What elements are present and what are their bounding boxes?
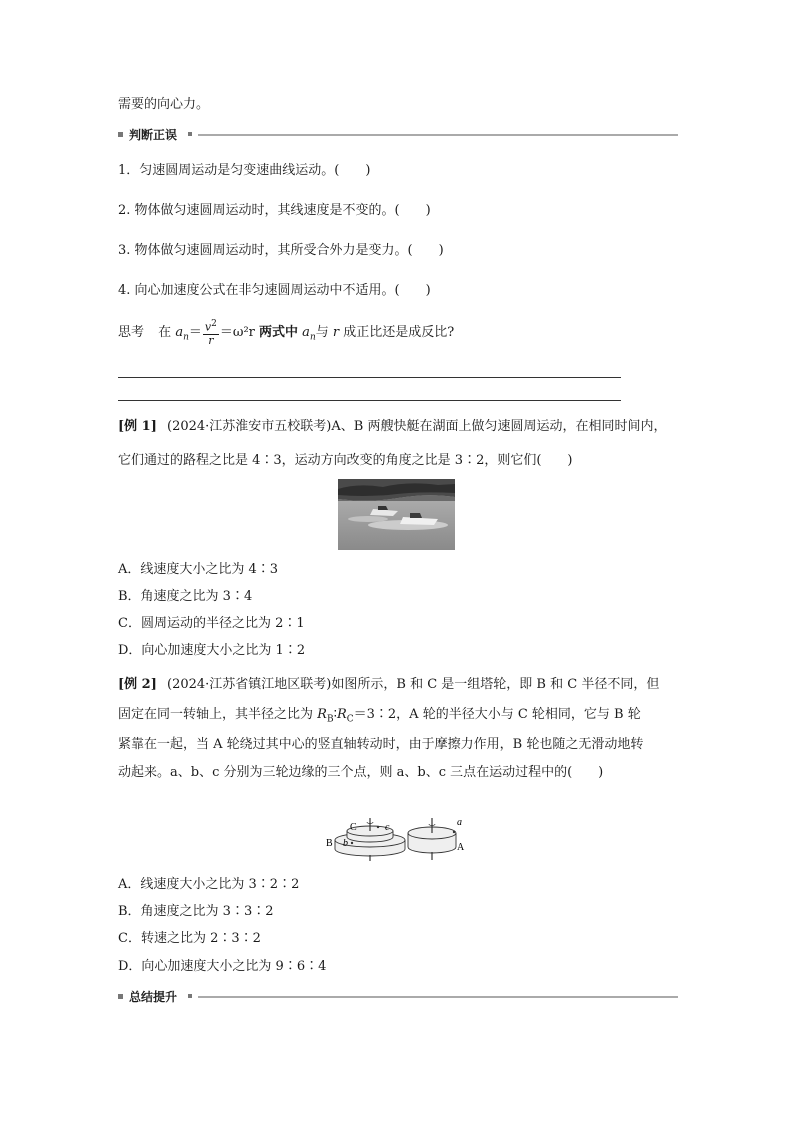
example1-line2: 它们通过的路程之比是 4∶3，运动方向改变的角度之比是 3∶2，则它们( ) xyxy=(118,453,573,468)
section-header-summary xyxy=(118,990,678,1004)
example1-tag: [例 1] xyxy=(118,419,157,434)
judge-item-1: 1．匀速圆周运动是匀变速曲线运动。( ) xyxy=(118,163,371,178)
section-marker-icon xyxy=(188,132,192,136)
example1-option-d: D．向心加速度大小之比为 1∶2 xyxy=(118,643,306,658)
section-marker-icon xyxy=(188,994,192,998)
wheels-diagram-icon xyxy=(325,818,475,866)
label-A: A xyxy=(457,842,465,853)
example2-option-d: D．向心加速度大小之比为 9∶6∶4 xyxy=(118,959,327,974)
example2-option-c: C．转速之比为 2∶3∶2 xyxy=(118,931,261,946)
intro-tail-text: 需要的向心力。 xyxy=(118,97,210,112)
label-B: B xyxy=(326,838,333,849)
think-label: 思考 xyxy=(118,324,145,340)
example2-tag: [例 2] xyxy=(118,677,157,692)
judge-item-2: 2. 物体做匀速圆周运动时，其线速度是不变的。( ) xyxy=(118,203,431,218)
example2-option-b: B．角速度之比为 3∶3∶2 xyxy=(118,904,274,919)
label-C: C xyxy=(350,822,357,833)
answer-line[interactable] xyxy=(118,377,621,378)
example1-option-b: B．角速度之比为 3∶4 xyxy=(118,589,253,604)
example1-option-a: A．线速度大小之比为 4∶3 xyxy=(118,562,279,577)
label-b: b xyxy=(343,838,348,849)
example1-line1: [例 1] (2024·江苏淮安市五校联考)A、B 两艘快艇在湖面上做匀速圆周运动，在相同时间内， xyxy=(118,419,667,434)
example2-line2: 固定在同一转轴上，其半径之比为 $R_B∶R_C=3∶2$，A 轮的半径大小与 C 轮相同，它与 B 轮 xyxy=(118,707,641,725)
section-divider xyxy=(198,134,678,136)
think-question: 思考 在 $a_n=$ $\frac{v^2}{r}$ ＝ω²r 两式中 $a_n$与 r 成正比还是成反比? xyxy=(118,319,455,347)
label-a: a xyxy=(457,818,462,828)
label-c: c xyxy=(385,822,390,833)
section-header-judge xyxy=(118,128,678,142)
example2-option-a: A．线速度大小之比为 3∶2∶2 xyxy=(118,877,300,892)
tower-wheel-figure xyxy=(325,818,475,866)
boats-image-icon xyxy=(338,479,455,550)
judge-item-4: 4. 向心加速度公式在非匀速圆周运动中不适用。( ) xyxy=(118,283,431,298)
answer-line[interactable] xyxy=(118,400,621,401)
section-marker-icon xyxy=(118,132,123,137)
judge-item-3: 3. 物体做匀速圆周运动时，其所受合外力是变力。( ) xyxy=(118,243,444,258)
example1-option-c: C．圆周运动的半径之比为 2∶1 xyxy=(118,616,305,631)
section-marker-icon xyxy=(118,994,123,999)
speedboats-photo xyxy=(338,479,455,550)
example2-line4: 动起来。a、b、c 分别为三轮边缘的三个点，则 a、b、c 三点在运动过程中的( ) xyxy=(118,765,604,780)
section-title: 判断正误 xyxy=(129,128,178,142)
section-divider xyxy=(198,996,678,998)
section-title: 总结提升 xyxy=(129,990,178,1004)
fraction-v2-over-r: $\frac{v^2}{r}$ xyxy=(204,319,217,347)
example2-line1: [例 2] (2024·江苏省镇江地区联考)如图所示，B 和 C 是一组塔轮，即 B 和 C 半径不同，但 xyxy=(118,677,660,692)
example2-line3: 紧靠在一起，当 A 轮绕过其中心的竖直轴转动时，由于摩擦力作用，B 轮也随之无滑动地转 xyxy=(118,737,644,752)
